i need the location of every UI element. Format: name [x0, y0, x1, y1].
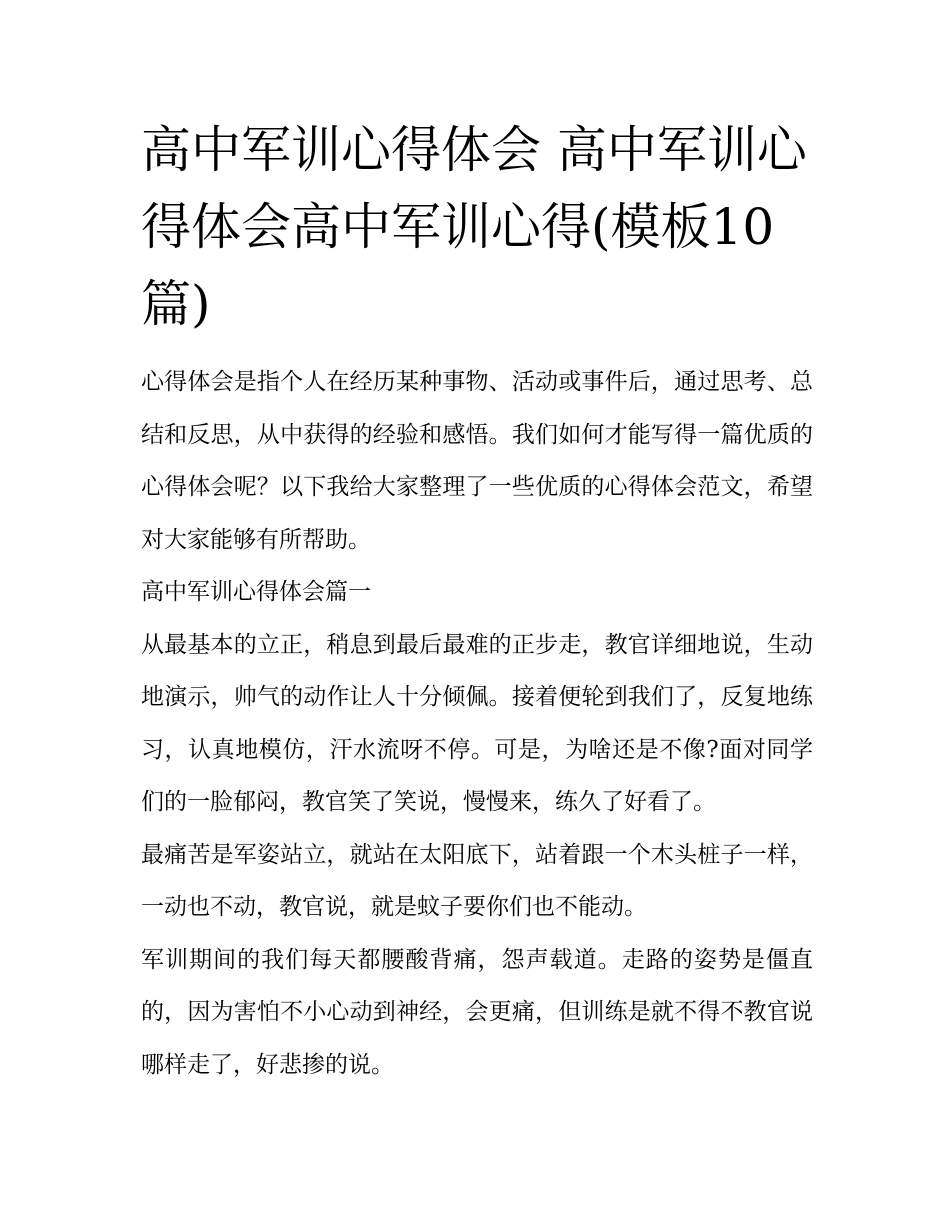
body-paragraph: 军训期间的我们每天都腰酸背痛，怨声载道。走路的姿势是僵直的，因为害怕不小心动到神经，会更痛，但训练是就不得不教官说哪样走了，好悲掺的说。 — [141, 946, 813, 1078]
intro-paragraph: 心得体会是指个人在经历某种事物、活动或事件后，通过思考、总结和反思，从中获得的经验和感悟。我们如何才能写得一篇优质的心得体会呢？以下我给大家整理了一些优质的心得体会范文，希望对大家能够有所帮助。 — [141, 369, 813, 553]
body-paragraph: 最痛苦是军姿站立，就站在太阳底下，站着跟一个木头桩子一样，一动也不动，教官说，就是蚊子要你们也不能动。 — [141, 841, 813, 920]
document-title: 高中军训心得体会 高中军训心得体会高中军训心得(模板10篇) — [141, 121, 807, 333]
body-paragraph: 从最基本的立正，稍息到最后最难的正步走，教官详细地说，生动地演示，帅气的动作让人十分倾佩。接着便轮到我们了，反复地练习，认真地模仿，汗水流呀不停。可是，为啥还是不像?面对同学们的一脸郁闷，教官笑了笑说，慢慢来，练久了好看了。 — [141, 631, 813, 815]
document-page — [141, 112, 813, 1091]
section-heading: 高中军训心得体会篇一 — [141, 579, 371, 605]
